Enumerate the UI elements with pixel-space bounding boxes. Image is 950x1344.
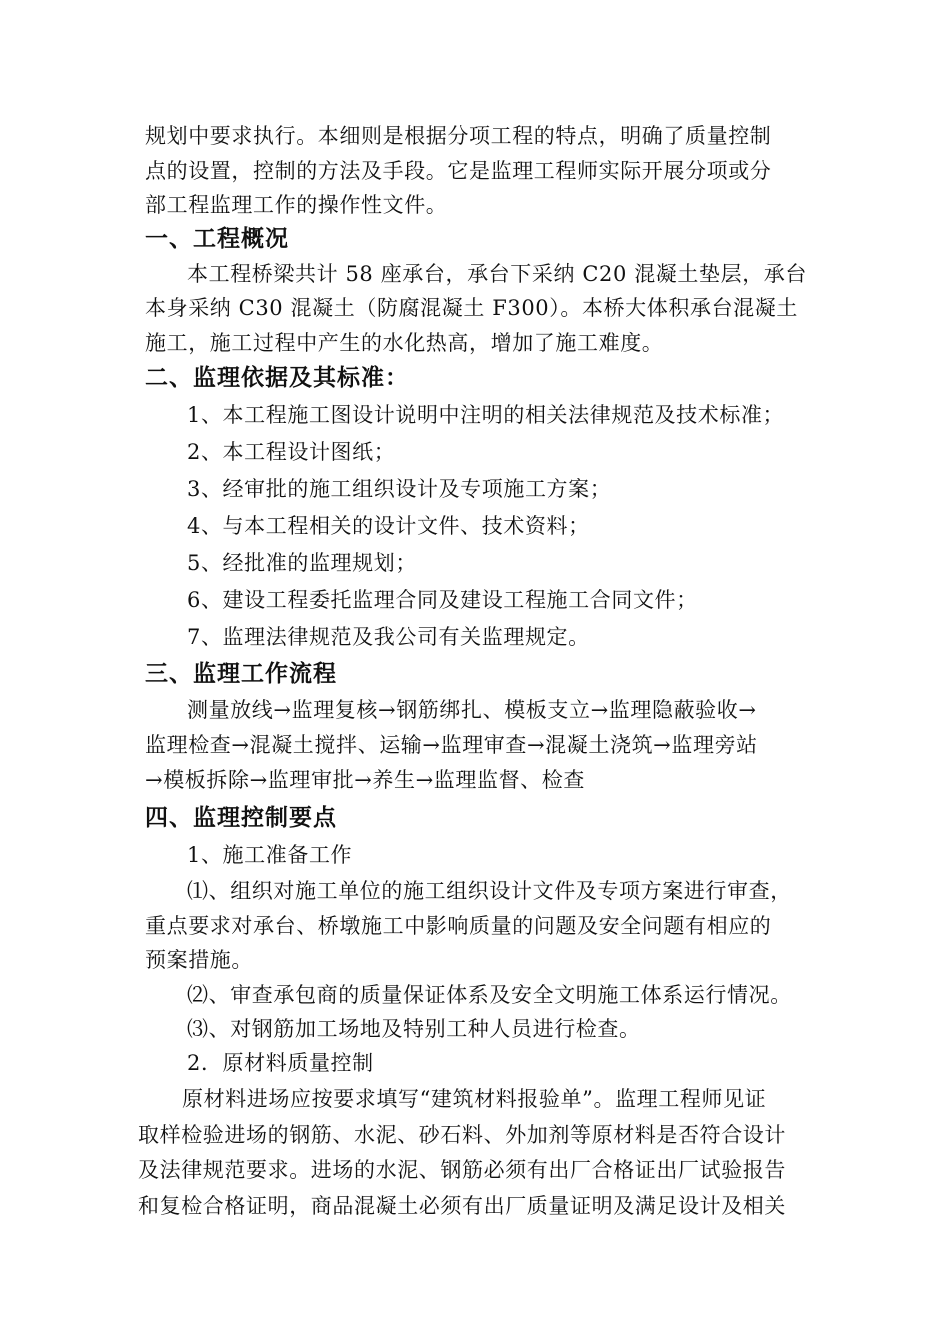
prep-para-1-line-1: ⑴、组织对施工单位的施工组织设计文件及专项方案进行审查， bbox=[187, 879, 792, 903]
basis-item-4: 4、与本工程相关的设计文件、技术资料； bbox=[187, 514, 590, 538]
workflow-line-1: 测量放线→监理复核→钢筋绑扎、模板支立→监理隐蔽验收→ bbox=[187, 698, 757, 722]
workflow-line-3: →模板拆除→监理审批→养生→监理监督、检查 bbox=[145, 768, 585, 792]
basis-item-2: 2、本工程设计图纸； bbox=[187, 440, 396, 464]
workflow-line-2: 监理检查→混凝土搅拌、运输→监理审查→混凝土浇筑→监理旁站 bbox=[145, 733, 758, 757]
intro-line-1: 规划中要求执行。本细则是根据分项工程的特点，明确了质量控制 bbox=[145, 124, 772, 148]
material-para-line-3: 及法律规范要求。进场的水泥、钢筋必须有出厂合格证出厂试验报告 bbox=[138, 1158, 786, 1182]
prep-para-3: ⑶、对钢筋加工场地及特别工种人员进行检查。 bbox=[187, 1017, 641, 1041]
material-para-line-4: 和复检合格证明，商品混凝土必须有出厂质量证明及满足设计及相关 bbox=[138, 1194, 786, 1218]
section-heading-project-overview: 一、工程概况 bbox=[145, 226, 289, 252]
intro-line-3: 部工程监理工作的操作性文件。 bbox=[145, 193, 448, 217]
overview-line-1: 本工程桥梁共计 58 座承台，承台下采纳 C20 混凝土垫层，承台 bbox=[187, 262, 808, 286]
subheading-raw-material-control: 2．原材料质量控制 bbox=[187, 1051, 374, 1075]
section-heading-supervision-basis: 二、监理依据及其标准： bbox=[145, 365, 409, 391]
section-heading-control-points: 四、监理控制要点 bbox=[145, 805, 337, 831]
basis-item-6: 6、建设工程委托监理合同及建设工程施工合同文件； bbox=[187, 588, 698, 612]
prep-para-2: ⑵、审查承包商的质量保证体系及安全文明施工体系运行情况。 bbox=[187, 983, 792, 1007]
basis-item-1: 1、本工程施工图设计说明中注明的相关法律规范及技术标准； bbox=[187, 403, 785, 427]
basis-item-7: 7、监理法律规范及我公司有关监理规定。 bbox=[187, 625, 590, 649]
prep-para-1-line-3: 预案措施。 bbox=[145, 948, 253, 972]
intro-line-2: 点的设置，控制的方法及手段。它是监理工程师实际开展分项或分 bbox=[145, 159, 772, 183]
prep-para-1-line-2: 重点要求对承台、桥墩施工中影响质量的问题及安全问题有相应的 bbox=[145, 914, 772, 938]
basis-item-5: 5、经批准的监理规划； bbox=[187, 551, 417, 575]
subheading-construction-prep: 1、施工准备工作 bbox=[187, 843, 353, 867]
section-heading-workflow: 三、监理工作流程 bbox=[145, 661, 337, 687]
material-para-line-1: 原材料进场应按要求填写“建筑材料报验单”。监理工程师见证 bbox=[182, 1087, 767, 1111]
overview-line-2: 本身采纳 C30 混凝土（防腐混凝土 F300）。本桥大体积承台混凝土 bbox=[145, 296, 798, 320]
material-para-line-2: 取样检验进场的钢筋、水泥、砂石料、外加剂等原材料是否符合设计 bbox=[138, 1123, 786, 1147]
overview-line-3: 施工，施工过程中产生的水化热高，增加了施工难度。 bbox=[145, 331, 664, 355]
basis-item-3: 3、经审批的施工组织设计及专项施工方案； bbox=[187, 477, 612, 501]
